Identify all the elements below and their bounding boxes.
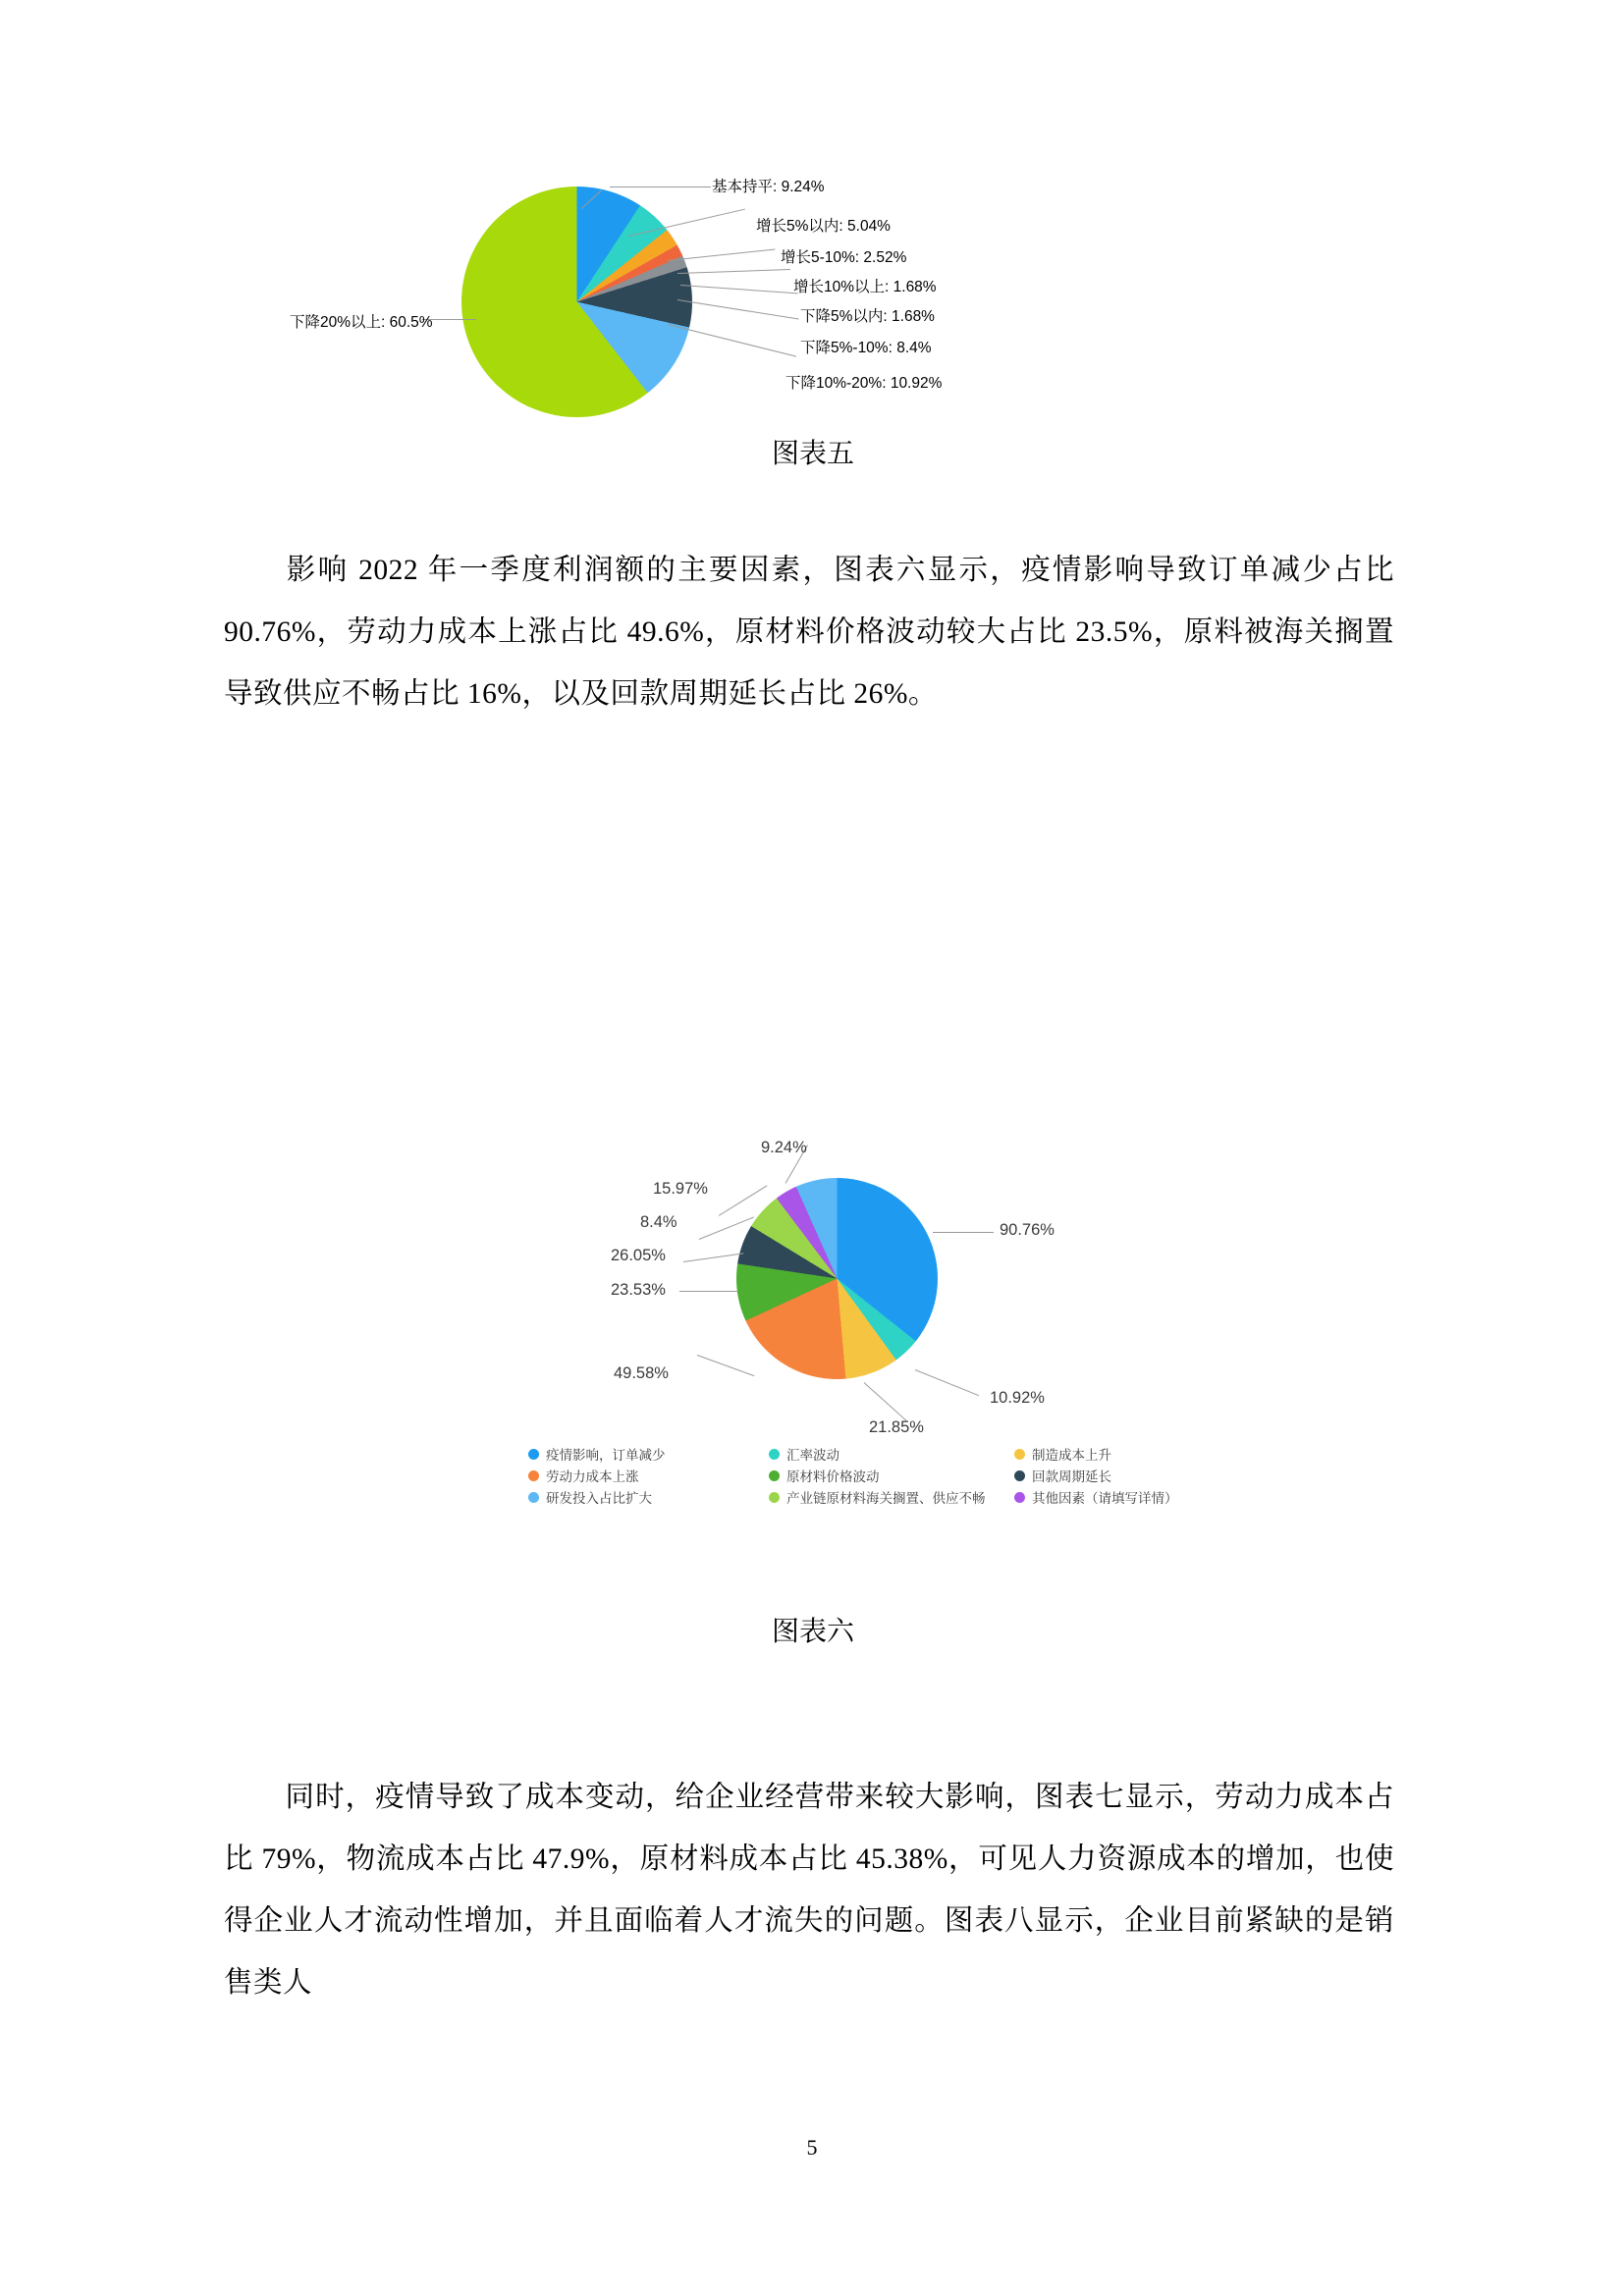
pie6-label-8: 9.24% xyxy=(761,1139,807,1156)
leader-line xyxy=(680,285,798,294)
pie6-label-2: 21.85% xyxy=(869,1418,924,1436)
legend-swatch-icon xyxy=(528,1449,539,1460)
leader-line xyxy=(683,1253,744,1262)
figure-5-chart xyxy=(290,167,1257,442)
pie-chart-5 xyxy=(461,187,692,417)
figure-6-chart xyxy=(373,1129,1257,1506)
legend-item xyxy=(769,1465,1014,1486)
legend-swatch-icon xyxy=(1014,1492,1025,1503)
paragraph-1 xyxy=(224,540,1394,725)
pie6-label-4: 23.53% xyxy=(611,1281,666,1299)
pie5-label-7: 下降20%以上: 60.5% xyxy=(290,314,433,331)
figure-6-legend xyxy=(528,1443,1255,1508)
leader-line xyxy=(677,299,799,320)
pie5-label-0: 基本持平: 9.24% xyxy=(712,179,825,195)
pie6-label-7: 15.97% xyxy=(653,1180,708,1198)
leader-line xyxy=(719,1185,768,1216)
legend-item xyxy=(528,1465,769,1486)
leader-line xyxy=(668,324,796,357)
figure-5-caption: 图表五 xyxy=(771,439,854,469)
pie6-label-5: 26.05% xyxy=(611,1247,666,1264)
legend-item xyxy=(769,1443,1014,1465)
pie-chart-6 xyxy=(736,1178,938,1379)
paragraph-2-text: 同时，疫情导致了成本变动，给企业经营带来较大影响，图表七显示，劳动力成本占比 79%，物流成本占比 47.9%，原材料成本占比 45.38%，可见人力资源成本的增加，也使得企业人才流动性增加，并且面临着人才流失的问题。图表八显示，企业目前紧缺的是销售类人 xyxy=(224,1782,1394,1999)
legend-item xyxy=(1014,1486,1255,1508)
leader-line xyxy=(677,269,790,274)
legend-swatch-icon xyxy=(1014,1470,1025,1481)
legend-label: 产业链原材料海关搁置、供应不畅 xyxy=(786,1491,986,1506)
legend-label: 回款周期延长 xyxy=(1032,1469,1111,1484)
leader-line xyxy=(668,249,776,261)
legend-swatch-icon xyxy=(528,1492,539,1503)
pie5-label-3: 增长10%以上: 1.68% xyxy=(793,279,937,295)
legend-label: 制造成本上升 xyxy=(1032,1448,1111,1463)
paragraph-1-text: 影响 2022 年一季度利润额的主要因素，图表六显示，疫情影响导致订单减少占比 90.76%，劳动力成本上涨占比 49.6%，原材料价格波动较大占比 23.5%，原料被海关搁置导致供应不畅占比 16%，以及回款周期延长占比 26%。 xyxy=(224,555,1394,710)
figure-6-caption: 图表六 xyxy=(771,1617,854,1647)
pie5-label-6: 下降10%-20%: 10.92% xyxy=(785,375,943,392)
pie6-label-1: 10.92% xyxy=(990,1389,1045,1407)
pie5-label-5: 下降5%-10%: 8.4% xyxy=(800,340,932,356)
paragraph-2 xyxy=(224,1767,1394,2014)
leader-line xyxy=(679,1291,738,1292)
pie5-label-4: 下降5%以内: 1.68% xyxy=(800,308,935,325)
legend-swatch-icon xyxy=(1014,1449,1025,1460)
leader-line xyxy=(933,1232,994,1233)
legend-item xyxy=(1014,1443,1255,1465)
legend-swatch-icon xyxy=(528,1470,539,1481)
leader-line xyxy=(915,1369,979,1396)
leader-line xyxy=(697,1355,755,1376)
legend-swatch-icon xyxy=(769,1449,780,1460)
pie6-label-6: 8.4% xyxy=(640,1213,677,1231)
legend-item xyxy=(769,1486,1014,1508)
pie6-label-0: 90.76% xyxy=(1000,1221,1055,1239)
legend-label: 其他因素（请填写详情） xyxy=(1032,1491,1178,1506)
legend-swatch-icon xyxy=(769,1492,780,1503)
legend-item xyxy=(528,1486,769,1508)
pie6-label-3: 49.58% xyxy=(614,1364,669,1382)
legend-label: 原材料价格波动 xyxy=(786,1469,880,1484)
page-number: 5 xyxy=(806,2135,818,2160)
legend-label: 汇率波动 xyxy=(786,1448,839,1463)
legend-item xyxy=(528,1443,769,1465)
legend-label: 研发投入占比扩大 xyxy=(546,1491,652,1506)
pie5-label-1: 增长5%以内: 5.04% xyxy=(756,218,891,235)
leader-line xyxy=(864,1382,907,1421)
legend-label: 劳动力成本上涨 xyxy=(546,1469,639,1484)
legend-label: 疫情影响，订单减少 xyxy=(546,1448,666,1463)
legend-swatch-icon xyxy=(769,1470,780,1481)
legend-item xyxy=(1014,1465,1255,1486)
pie5-label-2: 增长5-10%: 2.52% xyxy=(781,249,907,266)
